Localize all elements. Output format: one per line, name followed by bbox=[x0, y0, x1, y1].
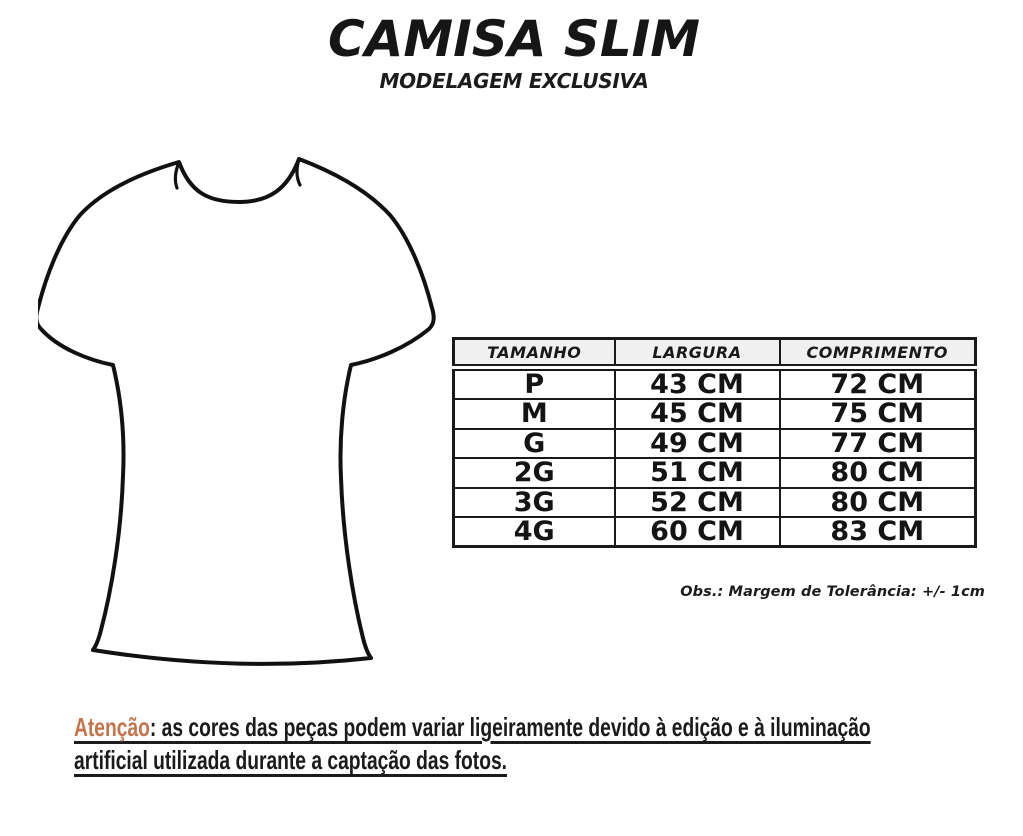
size-table-header-row bbox=[454, 339, 976, 368]
width-cell: 60 CM bbox=[615, 517, 780, 547]
footer-warning-line2: artificial utilizada durante a captação das fotos. bbox=[74, 745, 508, 775]
footer-warning bbox=[74, 711, 871, 777]
table-row bbox=[454, 399, 976, 429]
header-comprimento: COMPRIMENTO bbox=[780, 339, 976, 368]
size-cell: 4G bbox=[454, 517, 615, 547]
page-title: CAMISA SLIM bbox=[327, 10, 701, 68]
width-cell: 49 CM bbox=[615, 429, 780, 459]
attention-label: Atenção bbox=[74, 712, 150, 742]
size-cell: 2G bbox=[454, 458, 615, 488]
length-cell: 80 CM bbox=[780, 458, 976, 488]
table-row bbox=[454, 488, 976, 518]
width-cell: 52 CM bbox=[615, 488, 780, 518]
header-tamanho: TAMANHO bbox=[454, 339, 615, 368]
size-cell: P bbox=[454, 368, 615, 400]
table-row bbox=[454, 368, 976, 400]
length-cell: 83 CM bbox=[780, 517, 976, 547]
footer-warning-line1-text: : as cores das peças podem variar ligeiramente devido à edição e à iluminação bbox=[149, 712, 871, 742]
size-table bbox=[452, 337, 977, 548]
width-cell: 45 CM bbox=[615, 399, 780, 429]
header-largura: LARGURA bbox=[615, 339, 780, 368]
page-subtitle: MODELAGEM EXCLUSIVA bbox=[379, 69, 649, 93]
width-cell: 51 CM bbox=[615, 458, 780, 488]
tolerance-note: Obs.: Margem de Tolerância: +/- 1cm bbox=[680, 584, 985, 600]
size-cell: 3G bbox=[454, 488, 615, 518]
table-row bbox=[454, 458, 976, 488]
length-cell: 77 CM bbox=[780, 429, 976, 459]
tshirt-outline-path bbox=[38, 159, 434, 664]
length-cell: 75 CM bbox=[780, 399, 976, 429]
length-cell: 72 CM bbox=[780, 368, 976, 400]
tshirt-outline-icon bbox=[38, 146, 444, 670]
width-cell: 43 CM bbox=[615, 368, 780, 400]
footer-warning-line1 bbox=[74, 711, 871, 744]
table-row bbox=[454, 517, 976, 547]
length-cell: 80 CM bbox=[780, 488, 976, 518]
table-row bbox=[454, 429, 976, 459]
page-header bbox=[14, 12, 1014, 93]
size-cell: G bbox=[454, 429, 615, 459]
size-cell: M bbox=[454, 399, 615, 429]
